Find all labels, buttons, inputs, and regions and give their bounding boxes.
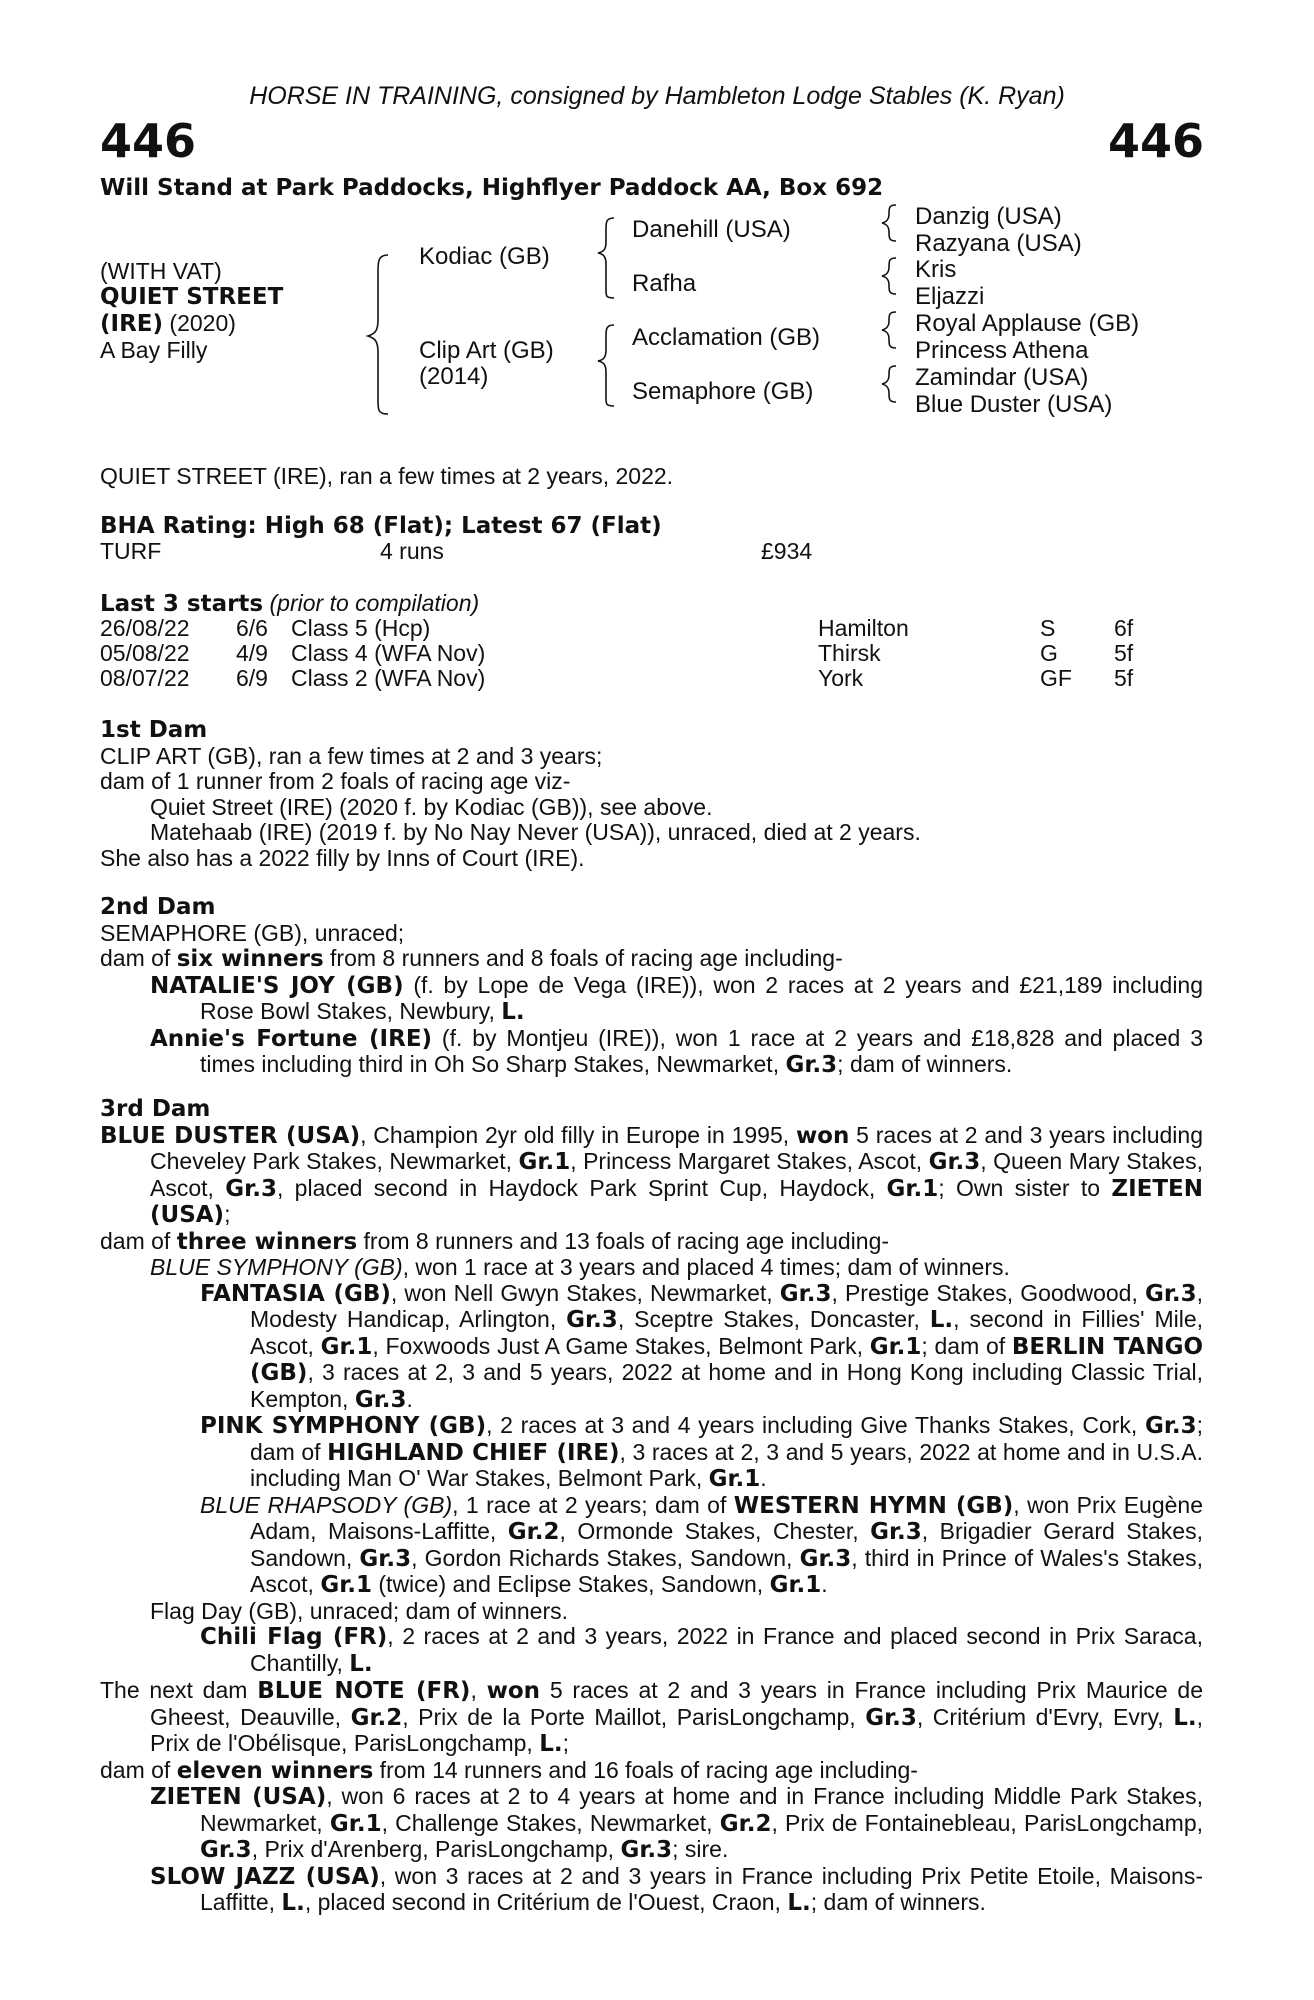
run-distance: 5f xyxy=(1114,665,1134,691)
run-position: 6/6 xyxy=(236,615,268,641)
next-dam-record: The next dam BLUE NOTE (FR), won 5 races at 2 and 3 years in France including Prix Maurice de Gheest, Deauville, Gr.2, Prix de la Porte Maillot, ParisLongchamp, Gr.3, Critérium d'Evry, Evry, L., Prix de l'Obélisque, ParisLongchamp, L.; xyxy=(100,1677,1203,1757)
run-going: GF xyxy=(1040,665,1072,691)
run-distance: 5f xyxy=(1114,640,1134,666)
third-dam-section xyxy=(100,1097,1203,1677)
gg-6: Princess Athena xyxy=(915,337,1089,364)
next-dam-section xyxy=(100,1678,1203,1917)
second-dam-heading: 2nd Dam xyxy=(100,894,216,920)
last-starts-heading: Last 3 starts (prior to compilation) xyxy=(100,590,480,617)
produce-chili-flag: Chili Flag (FR), 2 races at 2 and 3 years, 2022 in France and placed second in Prix Saraca, Chantilly, L. xyxy=(200,1623,1203,1677)
run-race: Class 5 (Hcp) xyxy=(291,615,431,641)
gg-4: Eljazzi xyxy=(915,283,985,310)
next-dam-produce-intro: dam of eleven winners from 14 runners and 16 foals of racing age including- xyxy=(100,1756,918,1784)
rating-surface: TURF xyxy=(100,538,162,564)
bha-rating: BHA Rating: High 68 (Flat); Latest 67 (Flat) xyxy=(100,513,662,539)
sire-dam-brace xyxy=(368,255,388,414)
gg-5: Royal Applause (GB) xyxy=(915,310,1140,337)
first-dam-line: CLIP ART (GB), ran a few times at 2 and 3 years; xyxy=(100,742,603,769)
run-course: Thirsk xyxy=(818,640,881,666)
first-dam-produce: Quiet Street (IRE) (2020 f. by Kodiac (GB)), see above. xyxy=(150,793,713,820)
dam: Clip Art (GB) xyxy=(419,337,554,364)
gg-8: Blue Duster (USA) xyxy=(915,391,1113,418)
run-date: 26/08/22 xyxy=(100,615,190,641)
brace-semaphore xyxy=(882,366,896,402)
dam-brace xyxy=(598,325,614,406)
horse-suffix-year: (IRE) (2020) xyxy=(100,310,236,337)
third-dam-heading: 3rd Dam xyxy=(100,1096,211,1122)
run-position: 6/9 xyxy=(236,665,268,691)
first-dam-produce: Matehaab (IRE) (2019 f. by No Nay Never (USA)), unraced, died at 2 years. xyxy=(150,819,921,845)
second-dam-line: SEMAPHORE (GB), unraced; xyxy=(100,919,405,946)
produce-blue-symphony: BLUE SYMPHONY (GB), won 1 race at 3 years and placed 4 times; dam of winners. xyxy=(150,1254,1010,1280)
horse-description: A Bay Filly xyxy=(100,337,208,363)
produce-slow-jazz: SLOW JAZZ (USA), won 3 races at 2 and 3 years in France including Prix Petite Etoile, Maisons-Laffitte, L., placed second in Critérium de l'Ouest, Craon, L.; dam of winners. xyxy=(150,1862,1203,1916)
dam-sire: Acclamation (GB) xyxy=(632,324,821,351)
sire: Kodiac (GB) xyxy=(419,243,550,270)
sire-sire: Danehill (USA) xyxy=(632,216,791,243)
horse-name: QUIET STREET xyxy=(100,284,284,310)
second-dam-line: dam of six winners from 8 runners and 8 foals of racing age including- xyxy=(100,945,843,972)
dam-year: (2014) xyxy=(419,363,489,390)
first-dam-heading: 1st Dam xyxy=(100,717,208,743)
sire-brace xyxy=(598,218,614,298)
produce-flag-day: Flag Day (GB), unraced; dam of winners. xyxy=(150,1597,568,1624)
run-going: G xyxy=(1040,640,1058,666)
produce-fantasia: FANTASIA (GB), won Nell Gwyn Stakes, Newmarket, Gr.3, Prestige Stakes, Goodwood, Gr.3, Modesty Handicap, Arlington, Gr.3, Sceptre Stakes, Doncaster, L., second in Fillies' Mile, Ascot, Gr.1, Foxwoods Just A Game Stakes, Belmont Park, Gr.1; dam of BERLIN TANGO (GB), 3 races at 2, 3 and 5 years, 2022 at home and in Hong Kong including Classic Trial, Kempton, Gr.3. xyxy=(200,1279,1204,1413)
run-race: Class 2 (WFA Nov) xyxy=(291,665,486,691)
pedigree-brackets xyxy=(0,0,1314,430)
sire-dam: Rafha xyxy=(632,270,697,297)
run-course: York xyxy=(818,665,864,691)
run-race: Class 4 (WFA Nov) xyxy=(291,640,486,666)
third-dam-produce-intro: dam of three winners from 8 runners and 13 foals of racing age including- xyxy=(100,1227,890,1255)
produce-blue-rhapsody: BLUE RHAPSODY (GB), 1 race at 2 years; dam of WESTERN HYMN (GB), won Prix Eugène Adam, Maisons-Laffitte, Gr.2, Ormonde Stakes, Chester, Gr.3, Brigadier Gerard Stakes, Sandown, Gr.3, Gordon Richards Stakes, Sandown, Gr.3, third in Prince of Wales's Stakes, Ascot, Gr.1 (twice) and Eclipse Stakes, Sandown, Gr.1. xyxy=(200,1491,1203,1598)
run-course: Hamilton xyxy=(818,615,909,641)
second-dam-produce: Annie's Fortune (IRE) (f. by Montjeu (IRE)), won 1 race at 2 years and £18,828 and placed 3 times including third in Oh So Sharp Stakes, Newmarket, Gr.3; dam of winners. xyxy=(150,1024,1204,1078)
brace-acclamation xyxy=(882,312,896,348)
run-date: 08/07/22 xyxy=(100,665,190,691)
run-position: 4/9 xyxy=(236,640,268,666)
gg-2: Razyana (USA) xyxy=(915,230,1082,257)
dam-dam: Semaphore (GB) xyxy=(632,378,814,405)
gg-7: Zamindar (USA) xyxy=(915,364,1089,391)
rating-runs: 4 runs xyxy=(380,538,444,564)
gg-3: Kris xyxy=(915,256,957,283)
second-dam-section xyxy=(100,895,1203,1079)
gg-1: Danzig (USA) xyxy=(915,203,1062,230)
run-date: 05/08/22 xyxy=(100,640,190,666)
first-dam-line: dam of 1 runner from 2 foals of racing age viz- xyxy=(100,768,571,794)
vat-note: (WITH VAT) xyxy=(100,258,222,284)
lot-number-right: 446 xyxy=(1107,114,1204,168)
stand-location: Will Stand at Park Paddocks, Highflyer Paddock AA, Box 692 xyxy=(100,175,884,201)
produce-pink-symphony: PINK SYMPHONY (GB), 2 races at 3 and 4 years including Give Thanks Stakes, Cork, Gr.3; dam of HIGHLAND CHIEF (IRE), 3 races at 2, 3 and 5 years, 2022 at home and in U.S.A. including Man O' War Stakes, Belmont Park, Gr.1. xyxy=(200,1412,1204,1492)
run-distance: 6f xyxy=(1114,615,1134,641)
first-dam-line: She also has a 2022 filly by Inns of Court (IRE). xyxy=(100,844,585,871)
run-going: S xyxy=(1040,615,1056,641)
rating-earnings: £934 xyxy=(761,538,813,564)
brace-danehill xyxy=(882,205,896,241)
first-dam-section xyxy=(100,718,1203,871)
produce-zieten: ZIETEN (USA), won 6 races at 2 to 4 years at home and in France including Middle Park Stakes, Newmarket, Gr.1, Challenge Stakes, Newmarket, Gr.2, Prix de Fontainebleau, ParisLongchamp, Gr.3, Prix d'Arenberg, ParisLongchamp, Gr.3; sire. xyxy=(150,1783,1203,1863)
consignor-header: HORSE IN TRAINING, consigned by Hambleton Lodge Stables (K. Ryan) xyxy=(249,82,1065,110)
lot-number-left: 446 xyxy=(100,114,197,168)
brace-rafha xyxy=(882,258,896,294)
race-summary: QUIET STREET (IRE), ran a few times at 2 years, 2022. xyxy=(100,463,674,489)
second-dam-produce: NATALIE'S JOY (GB) (f. by Lope de Vega (IRE)), won 2 races at 2 years and £21,189 including Rose Bowl Stakes, Newbury, L. xyxy=(150,971,1204,1025)
third-dam-record: BLUE DUSTER (USA), Champion 2yr old filly in Europe in 1995, won 5 races at 2 and 3 years including Cheveley Park Stakes, Newmarket, Gr.1, Princess Margaret Stakes, Ascot, Gr.3, Queen Mary Stakes, Ascot, Gr.3, placed second in Haydock Park Sprint Cup, Haydock, Gr.1; Own sister to ZIETEN (USA); xyxy=(100,1121,1204,1228)
